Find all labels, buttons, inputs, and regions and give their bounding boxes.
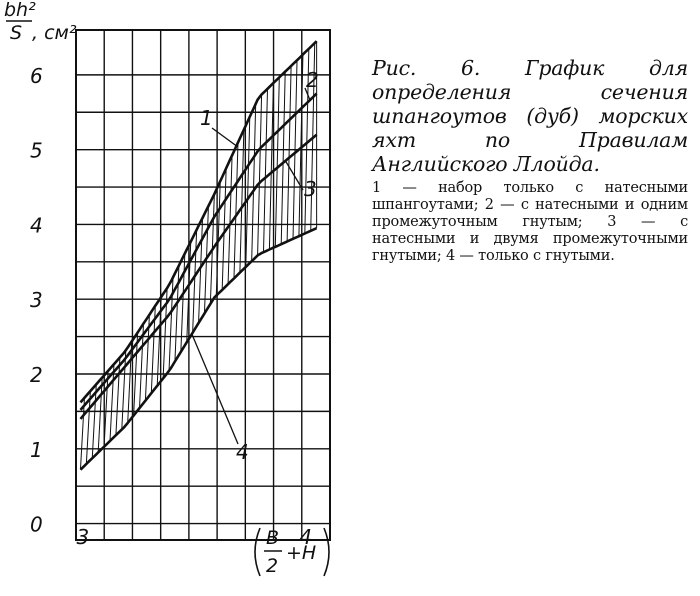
y-tick-label: 5 — [30, 138, 43, 163]
leader-line-4 — [192, 334, 238, 444]
x-axis-label-denominator: 2 — [266, 555, 279, 577]
x-axis-label-numerator: B — [266, 527, 280, 549]
curve-label-1: 1 — [200, 106, 213, 130]
x-tick-label: 4 — [299, 525, 312, 549]
y-axis-label-numerator: bh² — [4, 0, 36, 21]
y-tick-label: 6 — [30, 63, 43, 88]
hatch-line — [240, 130, 244, 273]
y-axis-label-denominator: S — [10, 22, 23, 44]
y-tick-label: 1 — [30, 437, 43, 462]
hatched-band — [80, 41, 316, 469]
curve-1 — [81, 41, 317, 402]
curve-3 — [81, 135, 317, 419]
x-axis-label-rest: +H — [286, 542, 317, 564]
hatch-line — [193, 230, 197, 333]
caption-legend: 1 — набор только с натесными шпангоутами; 2 — с натесными и одним промежуточным гнутым; 3 — с натесными и двумя промежуточными гнутыми; 4 — только с гнутыми. — [372, 180, 688, 264]
caption-title: Рис. 6. График для определения сечения шпангоутов (дуб) морских яхт по Правилам Английского Ллойда. — [372, 56, 688, 176]
x-axis-label-paren-left — [255, 528, 260, 576]
hatch-line — [246, 117, 250, 267]
axis-tick-labels — [30, 64, 312, 549]
y-axis-label-unit: , см² — [32, 22, 77, 44]
figure-caption — [372, 56, 688, 265]
chart-curves — [81, 41, 317, 470]
hatch-line — [287, 66, 291, 242]
x-axis-label — [255, 527, 329, 577]
hatch-line — [275, 77, 279, 246]
curve-label-4: 4 — [236, 440, 249, 464]
x-axis-label-paren-right — [324, 528, 329, 576]
curve-label-2: 2 — [306, 68, 319, 92]
hatch-line — [175, 265, 179, 361]
hatch-line — [252, 104, 256, 261]
hatch-line — [258, 94, 262, 255]
x-tick-label: 3 — [76, 525, 90, 549]
y-tick-label: 4 — [30, 213, 43, 238]
y-tick-label: 2 — [30, 362, 43, 387]
leader-line-1 — [212, 128, 236, 146]
hatch-line — [281, 72, 285, 245]
y-tick-label: 0 — [30, 512, 43, 537]
hatch-line — [228, 155, 232, 284]
y-axis-label — [4, 0, 77, 44]
hatch-line — [234, 143, 238, 279]
curve-label-3: 3 — [304, 177, 317, 201]
y-tick-label: 3 — [30, 288, 43, 313]
hatch-line — [263, 89, 267, 252]
